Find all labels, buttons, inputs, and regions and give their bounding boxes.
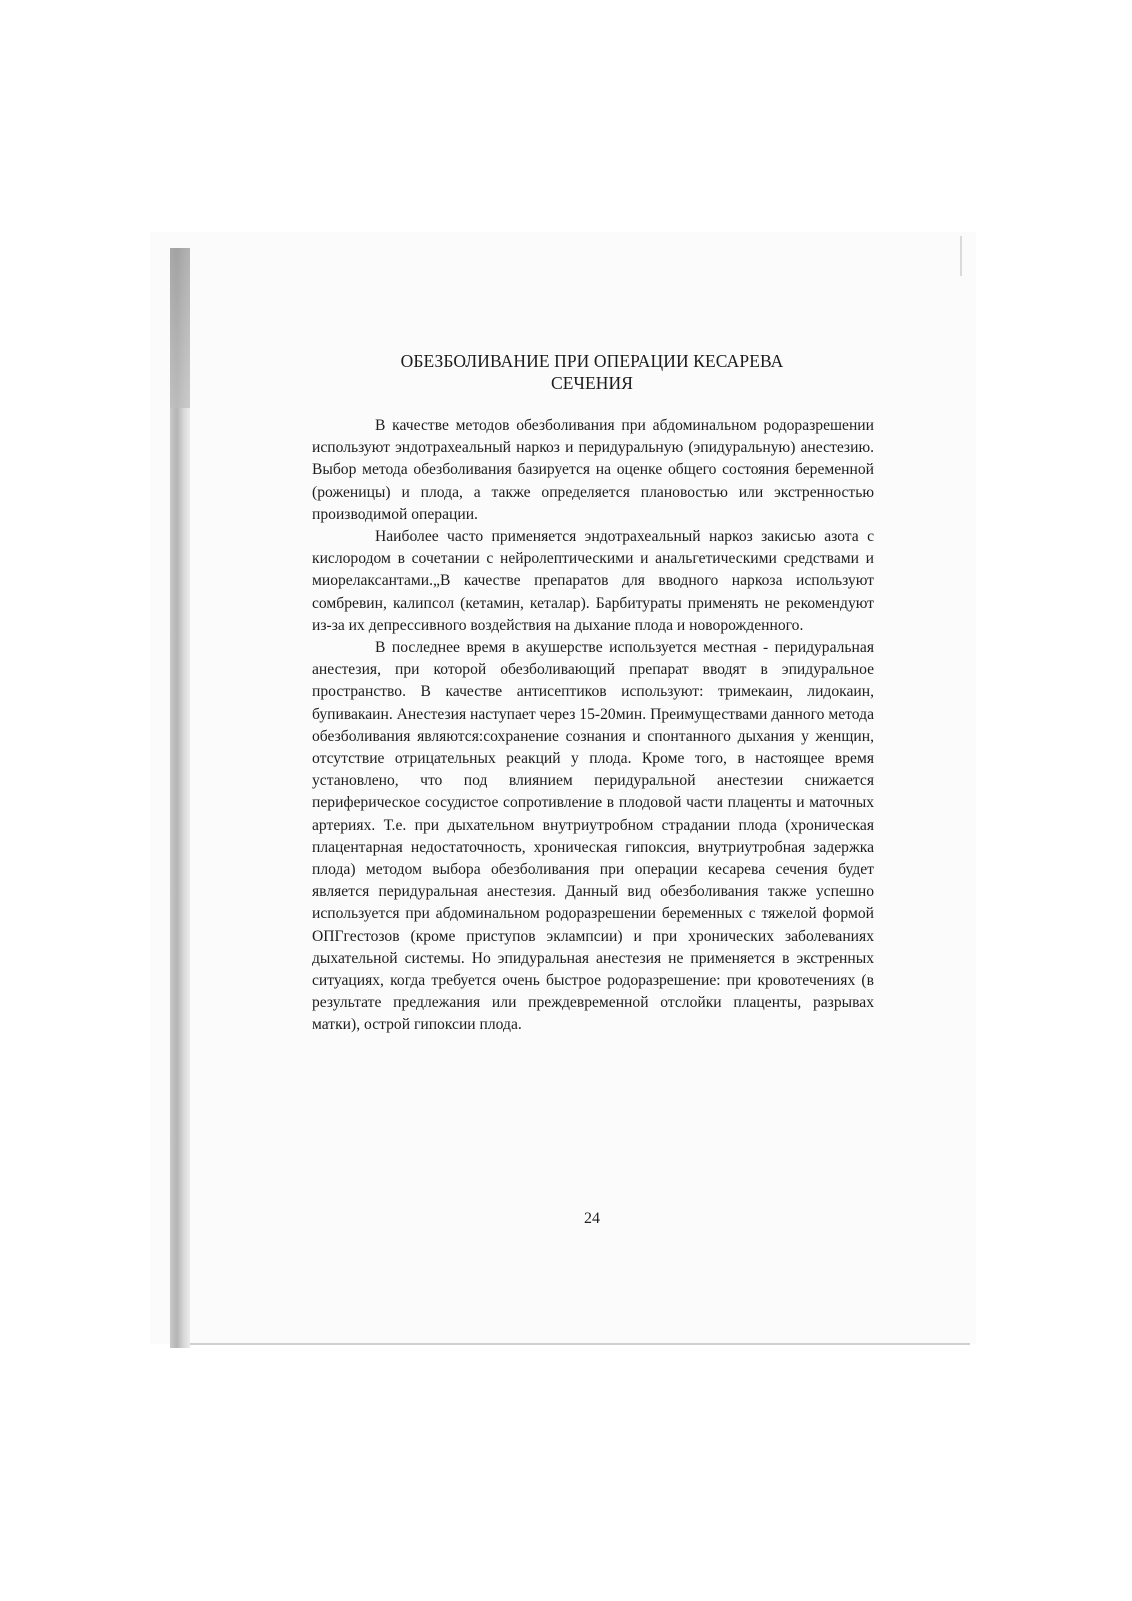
page-bottom-edge — [190, 1343, 970, 1345]
paragraph-1: В качестве методов обезболивания при абдоминальном родоразрешении используют эндотрахеальный наркоз и перидуральную (эпидуральную) анестезию. Выбор метода обезболивания базируется на оценке общего состояния беременной (роженицы) и плода, а также определяется плановостью или экстренностью производимой операции. — [312, 417, 874, 523]
page-right-edge — [960, 236, 962, 276]
binding-shadow — [170, 248, 190, 1348]
page-title — [312, 350, 872, 394]
page-number: 24 — [584, 1210, 600, 1227]
body-text — [312, 415, 874, 1037]
title-line-2: СЕЧЕНИЯ — [550, 373, 634, 393]
title-line-1: ОБЕЗБОЛИВАНИЕ ПРИ ОПЕРАЦИИ КЕСАРЕВА — [400, 351, 784, 371]
paragraph-2: Наиболее часто применяется эндотрахеальный наркоз закисью азота с кислородом в сочетании с нейролептическими и анальгетическими средствами и миорелаксантами.„В качестве препаратов для вводного наркоза используют сомбревин, калипсол (кетамин, кеталар). Барбитураты применять не рекомендуют из-за их депрессивного воздействия на дыхание плода и новорожденного. — [312, 528, 874, 634]
paragraph-3: В последнее время в акушерстве используется местная - перидуральная анестезия, при которой обезболивающий препарат вводят в эпидуральное пространство. В качестве антисептиков используют: тримекаин, лидокаин, бупивакаин. Анестезия наступает через 15-20мин. Преимуществами данного метода обезболивания являются:сохранение сознания и спонтанного дыхания у женщин, отсутствие отрицательных реакций у плода. Кроме того, в настоящее время установлено, что под влиянием перидуральной анестезии снижается периферическое сосудистое сопротивление в плодовой части плаценты и маточных артериях. Т.е. при дыхательном внутриутробном страдании плода (хроническая плацентарная недостаточность, хроническая гипоксия, внутриутробная задержка плода) методом выбора обезболивания при операции кесарева сечения будет является перидуральная анестезия. Данный вид обезболивания также успешно используется при абдоминальном родоразрешении беременных с тяжелой формой ОПГгестозов (кроме приступов эклампсии) и при хронических заболеваниях дыхательной системы. Но эпидуральная анестезия не применяется в экстренных ситуациях, когда требуется очень быстрое родоразрешение: при кровотечениях (в результате предлежания или преждевременной отслойки плаценты, разрывах матки), острой гипоксии плода. — [312, 639, 874, 1034]
binding-shadow-top — [170, 248, 190, 408]
